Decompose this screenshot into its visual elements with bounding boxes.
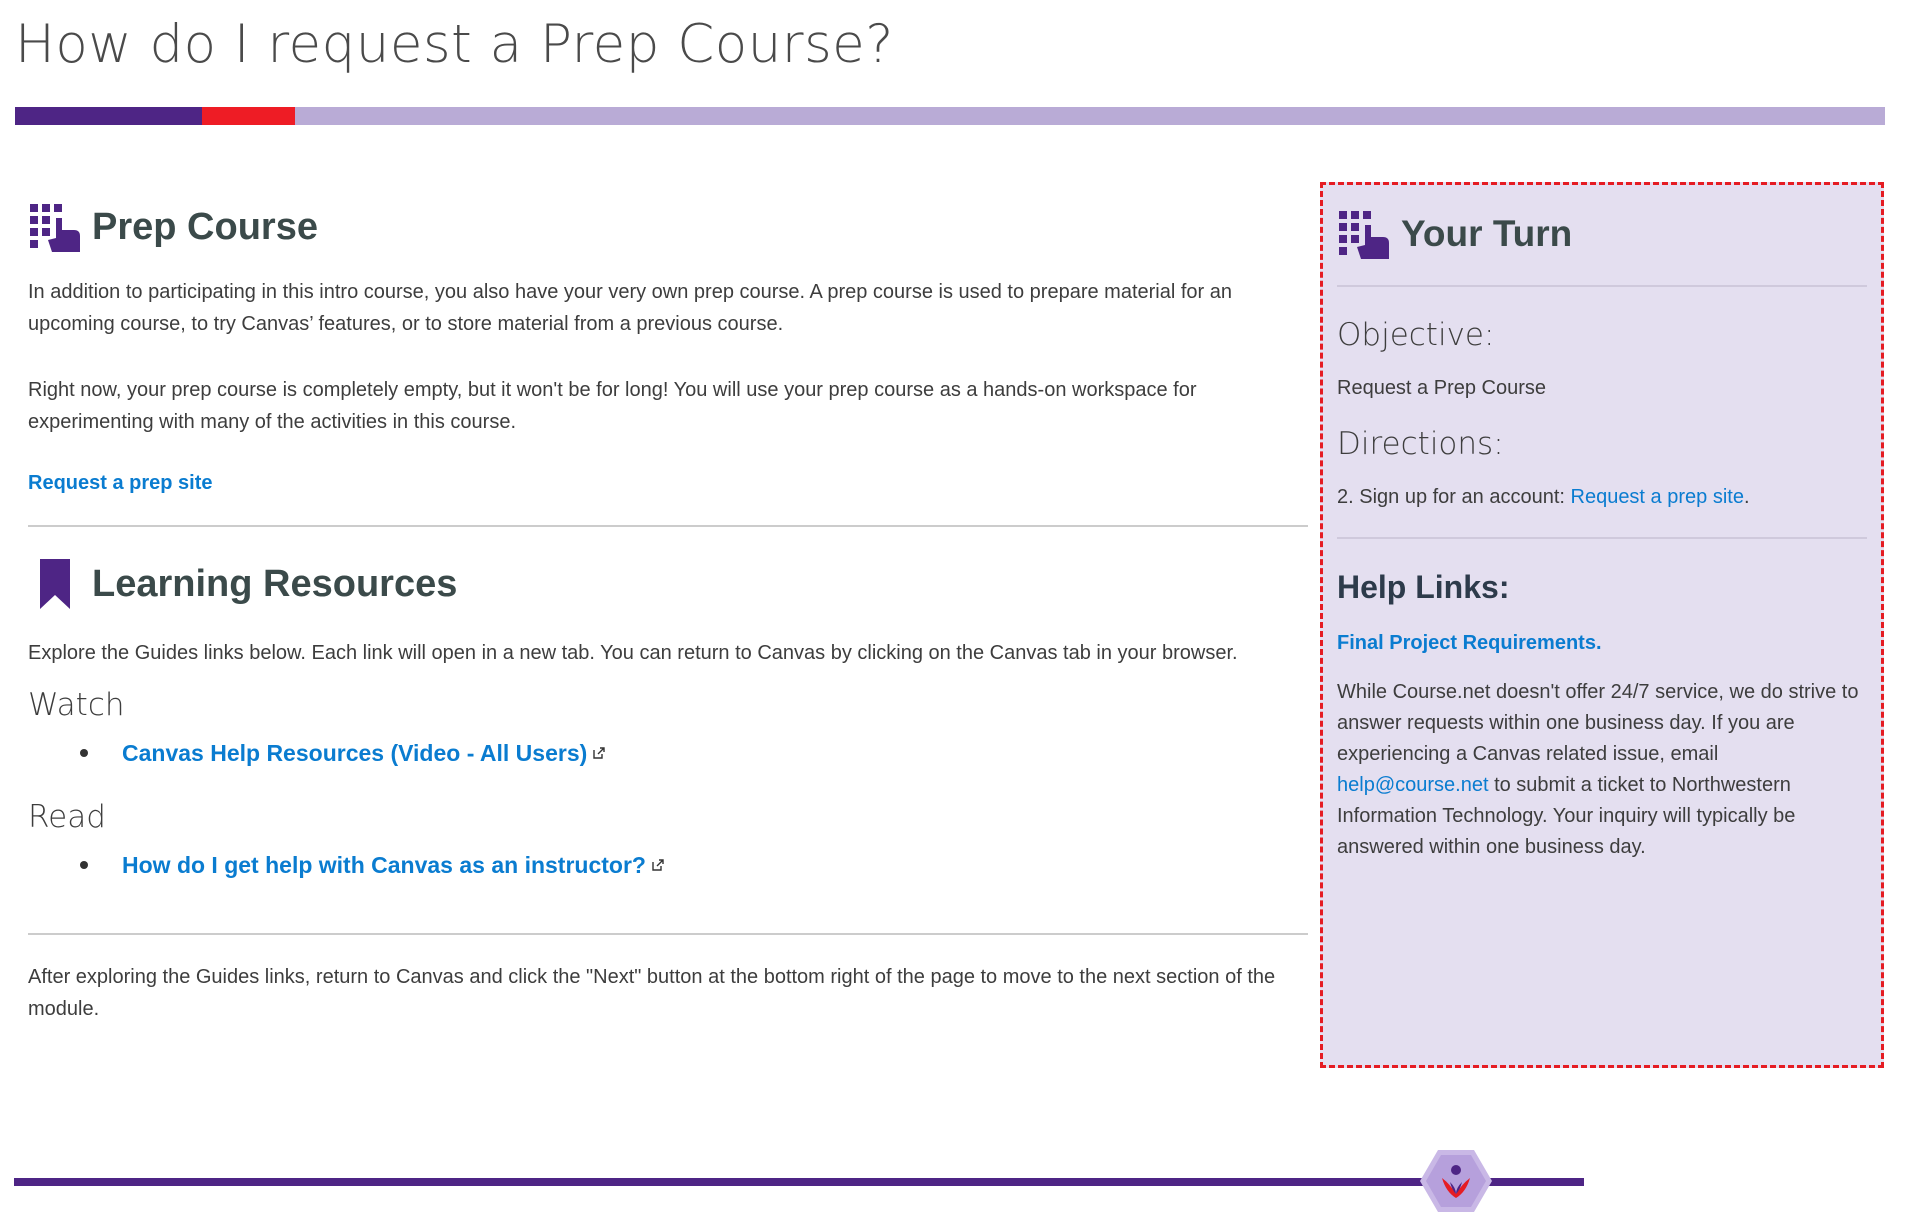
directions-prefix: 2. Sign up for an account:: [1337, 486, 1571, 508]
bullet-dot: [80, 861, 88, 869]
canvas-help-resources-link[interactable]: Canvas Help Resources (Video - All Users): [122, 740, 588, 766]
learning-resources-intro: Explore the Guides links below. Each link will open in a new tab. You can return to Canvas by clicking on the Canvas tab in your browser.: [28, 642, 1238, 664]
your-turn-panel: [1320, 182, 1884, 1068]
list-item: [80, 849, 1308, 881]
watch-heading: Watch: [28, 687, 125, 723]
divider: [28, 525, 1308, 527]
directions-text: [1337, 482, 1867, 513]
read-heading: Read: [28, 799, 106, 835]
help-links-heading: Help Links:: [1337, 569, 1510, 605]
your-turn-title: Your Turn: [1401, 213, 1573, 254]
external-link-icon: [593, 747, 605, 759]
puzzle-hand-icon: [28, 200, 82, 254]
divider: [28, 933, 1308, 935]
list-item: [80, 737, 1308, 769]
final-project-requirements-link[interactable]: Final Project Requirements.: [1337, 632, 1602, 654]
closing-paragraph: After exploring the Guides links, return to Canvas and click the "Next" button at the bottom right of the page to move to the next section of the module.: [28, 966, 1276, 1020]
divider: [1337, 537, 1867, 539]
accent-bar-lavender: [295, 107, 1885, 125]
main-content: [28, 200, 1308, 1025]
lotus-badge-icon: [1420, 1148, 1492, 1212]
external-link-icon: [652, 859, 664, 871]
objective-text: Request a Prep Course: [1337, 377, 1547, 399]
prep-course-paragraph-1: In addition to participating in this intro course, you also have your very own prep course. A prep course is used to prepare material for an upcoming course, to try Canvas’ features, or to store material from a previous course.: [28, 281, 1232, 335]
request-prep-site-link[interactable]: Request a prep site: [28, 472, 213, 494]
footer-rule: [14, 1178, 1584, 1186]
learning-resources-title: Learning Resources: [92, 562, 458, 605]
prep-course-paragraph-2: Right now, your prep course is completely empty, but it won't be for long! You will use your prep course as a hands-on workspace for experimenting with many of the activities in this course.: [28, 379, 1197, 433]
puzzle-hand-icon: [1337, 207, 1391, 261]
directions-request-prep-site-link[interactable]: Request a prep site: [1570, 486, 1744, 508]
page-title: How do I request a Prep Course?: [15, 14, 894, 75]
bullet-dot: [80, 749, 88, 757]
watch-list: [80, 737, 1308, 769]
help-email-link[interactable]: help@course.net: [1337, 774, 1489, 796]
directions-suffix: .: [1743, 486, 1750, 508]
accent-bar-purple: [15, 107, 202, 125]
prep-course-title: Prep Course: [92, 205, 318, 248]
divider: [1337, 285, 1867, 287]
prep-course-heading: [28, 200, 1308, 254]
help-paragraph: [1337, 677, 1867, 863]
get-help-canvas-link[interactable]: How do I get help with Canvas as an instructor?: [122, 852, 646, 878]
learning-resources-heading: [28, 557, 1308, 611]
objective-heading: Objective:: [1337, 317, 1495, 353]
your-turn-heading: [1337, 207, 1867, 261]
accent-bar-red: [202, 107, 295, 125]
read-list: [80, 849, 1308, 881]
title-accent-bar: [15, 107, 1885, 125]
help-text-1: While Course.net doesn't offer 24/7 service, we do strive to answer requests within one business day. If you are experiencing a Canvas related issue, email: [1337, 681, 1859, 765]
help-text-2: to submit a ticket to Northwestern Information Technology. Your inquiry will typically be answered within one business day.: [1337, 774, 1796, 858]
directions-heading: Directions:: [1337, 426, 1504, 462]
bookmark-icon: [28, 557, 82, 611]
